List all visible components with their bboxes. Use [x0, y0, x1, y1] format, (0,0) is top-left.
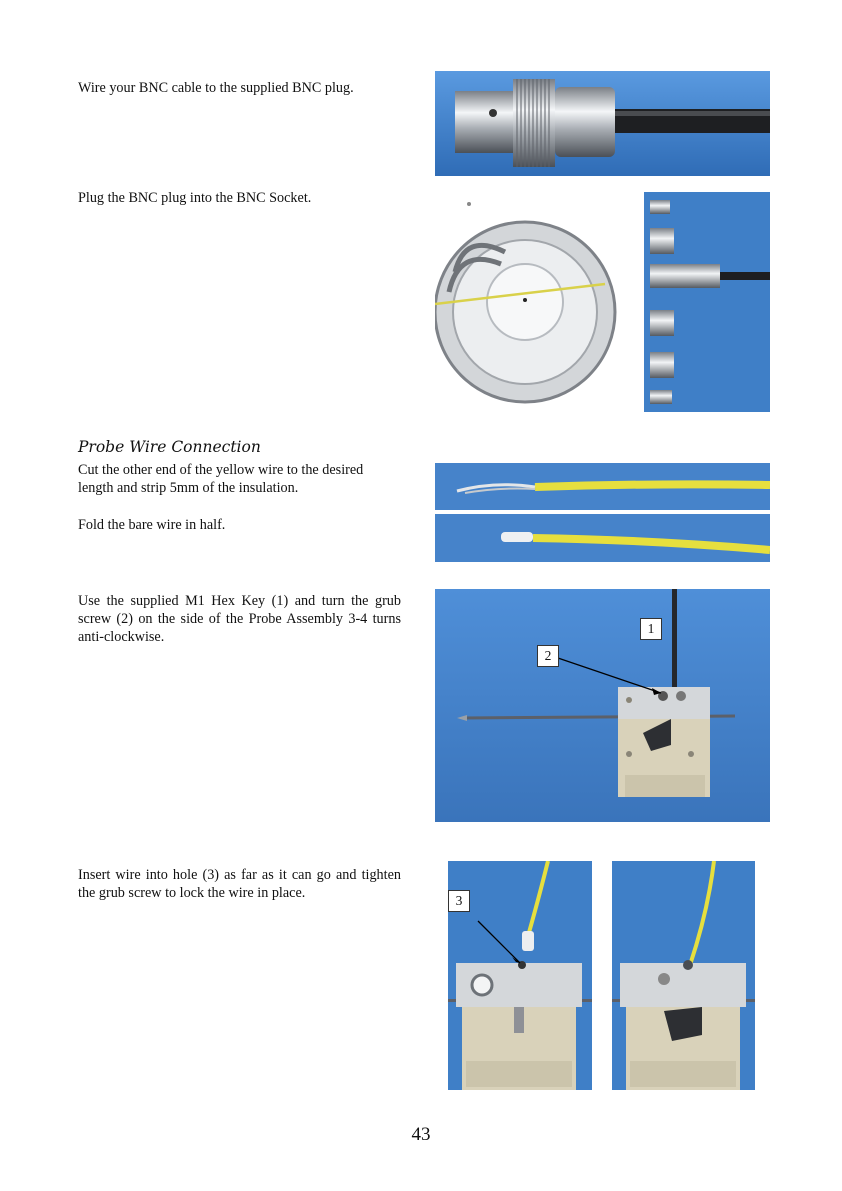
- text-fold: Fold the bare wire in half.: [78, 517, 226, 533]
- text-bnc-plug: Plug the BNC plug into the BNC Socket.: [78, 190, 312, 206]
- text-bnc-wire: Wire your BNC cable to the supplied BNC plug.: [78, 80, 354, 96]
- photo-wire-locked: [612, 861, 755, 1090]
- section-heading: Probe Wire Connection: [78, 438, 261, 456]
- callout-hex-key: 1: [640, 618, 662, 640]
- photo-stripped-wire: [435, 463, 770, 510]
- page-number: 43: [411, 1124, 431, 1145]
- text-cut-strip: Cut the other end of the yellow wire to the desired length and strip 5mm of the insulation.: [78, 462, 364, 496]
- callout-hole: 3: [448, 890, 470, 912]
- text-insert: Insert wire into hole (3) as far as it can go and tighten the grub screw to lock the wire in place.: [78, 867, 401, 901]
- photo-probe-assembly-hex-key: [435, 589, 770, 822]
- photo-bnc-socket-inside: [435, 192, 642, 412]
- photo-bnc-plug-cable: [435, 71, 770, 176]
- photo-folded-wire: [435, 514, 770, 562]
- callout-grub-screw: 2: [537, 645, 559, 667]
- text-hex-key: Use the supplied M1 Hex Key (1) and turn the grub screw (2) on the side of the Probe Assembly 3-4 turns anti-clockwise.: [78, 593, 401, 645]
- photo-bnc-connectors: [644, 192, 770, 412]
